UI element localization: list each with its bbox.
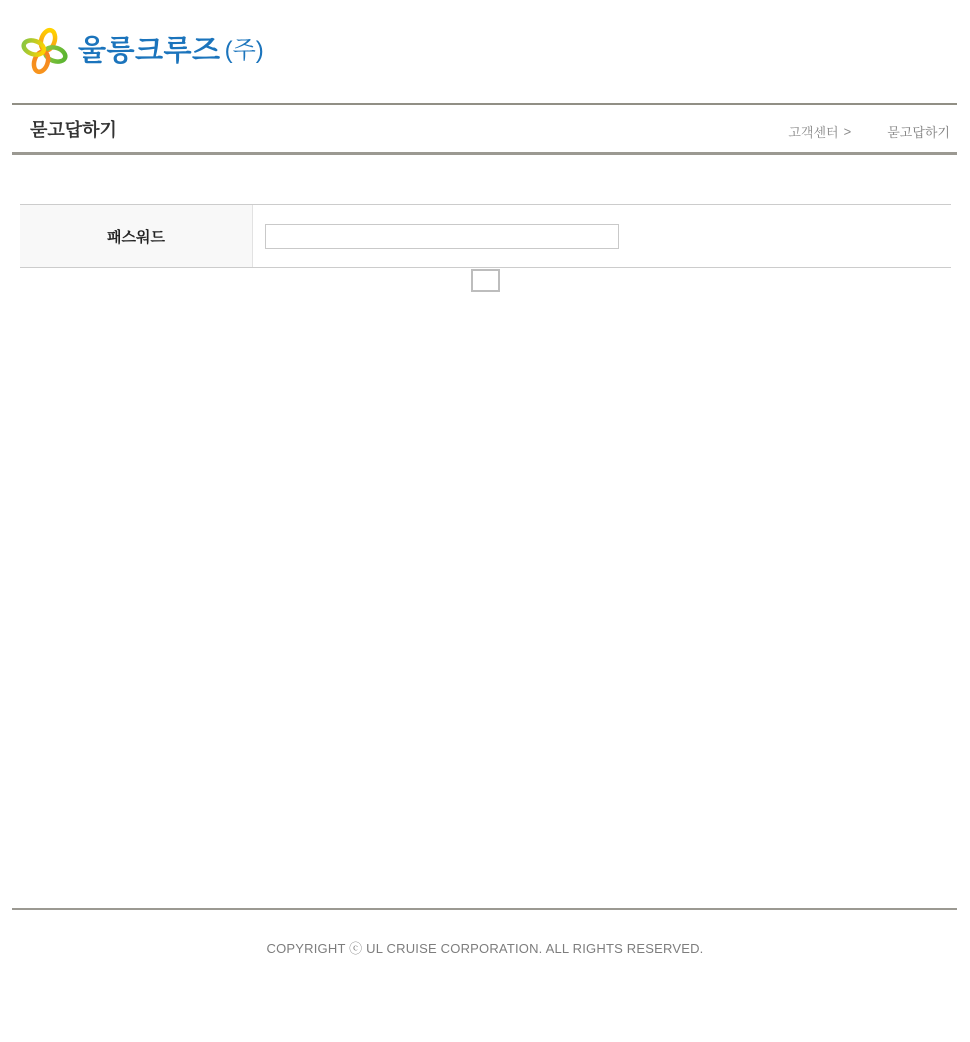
page-title: 묻고답하기 (30, 120, 117, 140)
brand-suffix: (주) (224, 37, 264, 64)
submit-button[interactable] (471, 269, 500, 292)
footer-copyright: COPYRIGHT ⓒ UL CRUISE CORPORATION. ALL RIGHTS RESERVED. (266, 941, 704, 956)
footer-divider (12, 908, 957, 910)
password-label: 패스워드 (20, 205, 253, 267)
password-table (20, 204, 951, 268)
brand-logo[interactable] (21, 27, 264, 75)
title-divider (12, 152, 957, 155)
breadcrumb (788, 122, 950, 141)
breadcrumb-current-link[interactable]: 묻고답하기 (887, 125, 950, 140)
password-cell (253, 205, 951, 267)
pinwheel-flower-icon (21, 27, 68, 75)
password-input[interactable] (265, 224, 619, 249)
breadcrumb-parent-link[interactable]: 고객센터 (788, 125, 839, 140)
header-divider (12, 103, 957, 105)
brand-name: 울릉크루즈 (78, 34, 221, 67)
breadcrumb-separator: > (843, 124, 852, 139)
